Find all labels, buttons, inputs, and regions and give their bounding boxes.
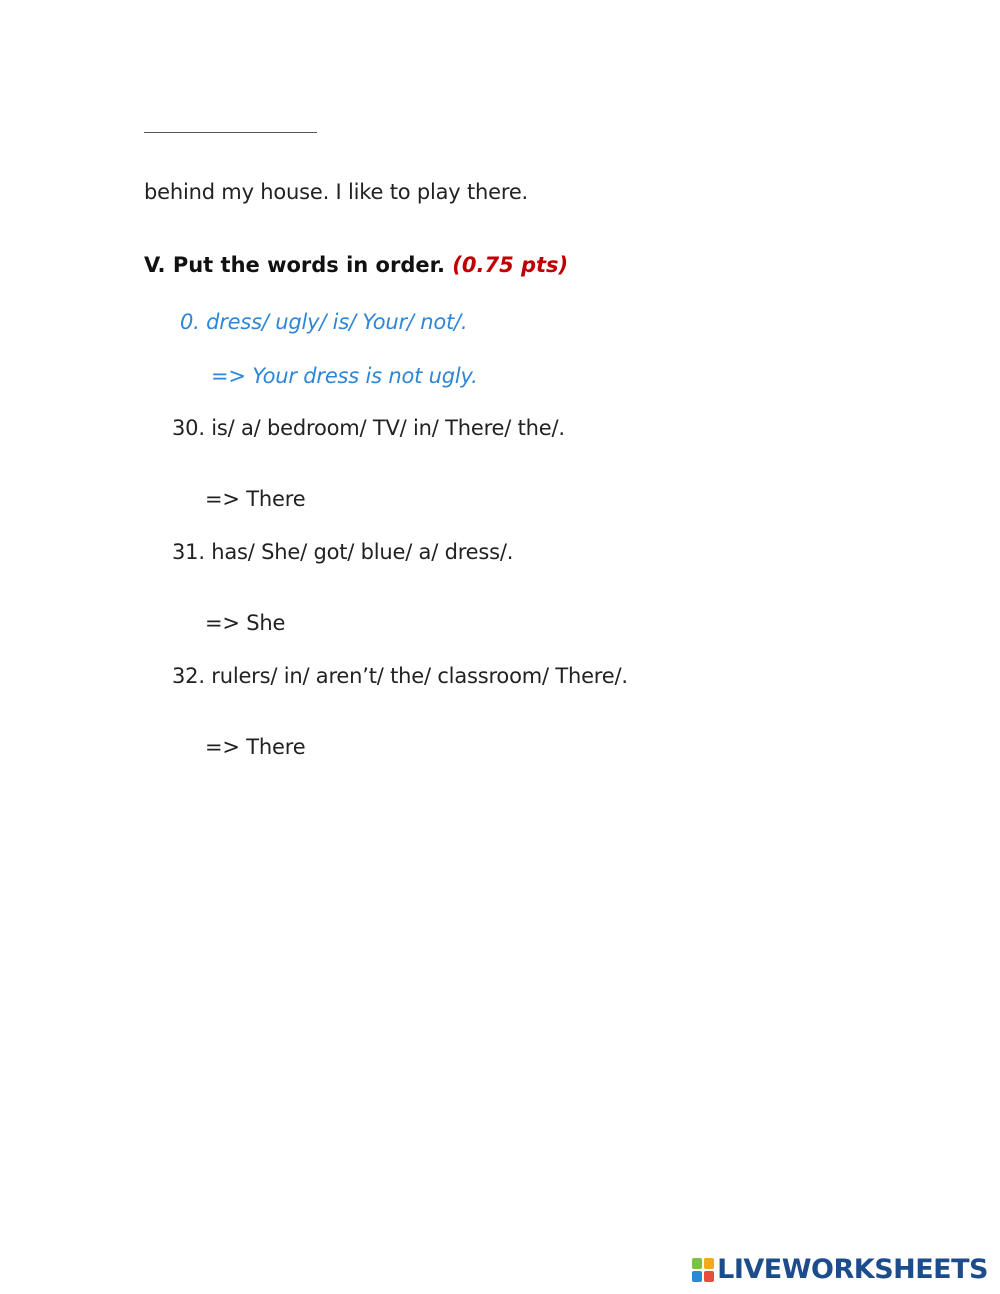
question-32-prompt: 32. rulers/ in/ aren’t/ the/ classroom/ There/. [172,664,628,688]
question-30-prompt: 30. is/ a/ bedroom/ TV/ in/ There/ the/. [172,416,565,440]
question-31-prompt: 31. has/ She/ got/ blue/ a/ dress/. [172,540,514,564]
question-31-answer-field[interactable] [205,611,285,635]
example-prompt: 0. dress/ ugly/ is/ Your/ not/. [180,310,468,334]
example-answer: => Your dress is not ugly. [211,364,478,388]
question-31-answer-prefix: => She [205,611,286,635]
question-32-answer-prefix: => There [205,735,306,759]
question-32-answer-field[interactable] [205,735,305,759]
previous-passage-text: behind my house. I like to play there. [144,180,529,204]
liveworksheets-logo-icon [692,1258,714,1282]
question-30-answer-field[interactable] [205,487,305,511]
answer-blank-line[interactable] [144,132,317,133]
question-30-answer-prefix: => There [205,487,306,511]
section-title: V. Put the words in order. [144,253,445,277]
section-points: (0.75 pts) [452,253,569,277]
logo-text: LIVEWORKSHEETS [717,1254,988,1285]
liveworksheets-logo[interactable] [692,1254,988,1285]
section-heading [144,253,568,277]
